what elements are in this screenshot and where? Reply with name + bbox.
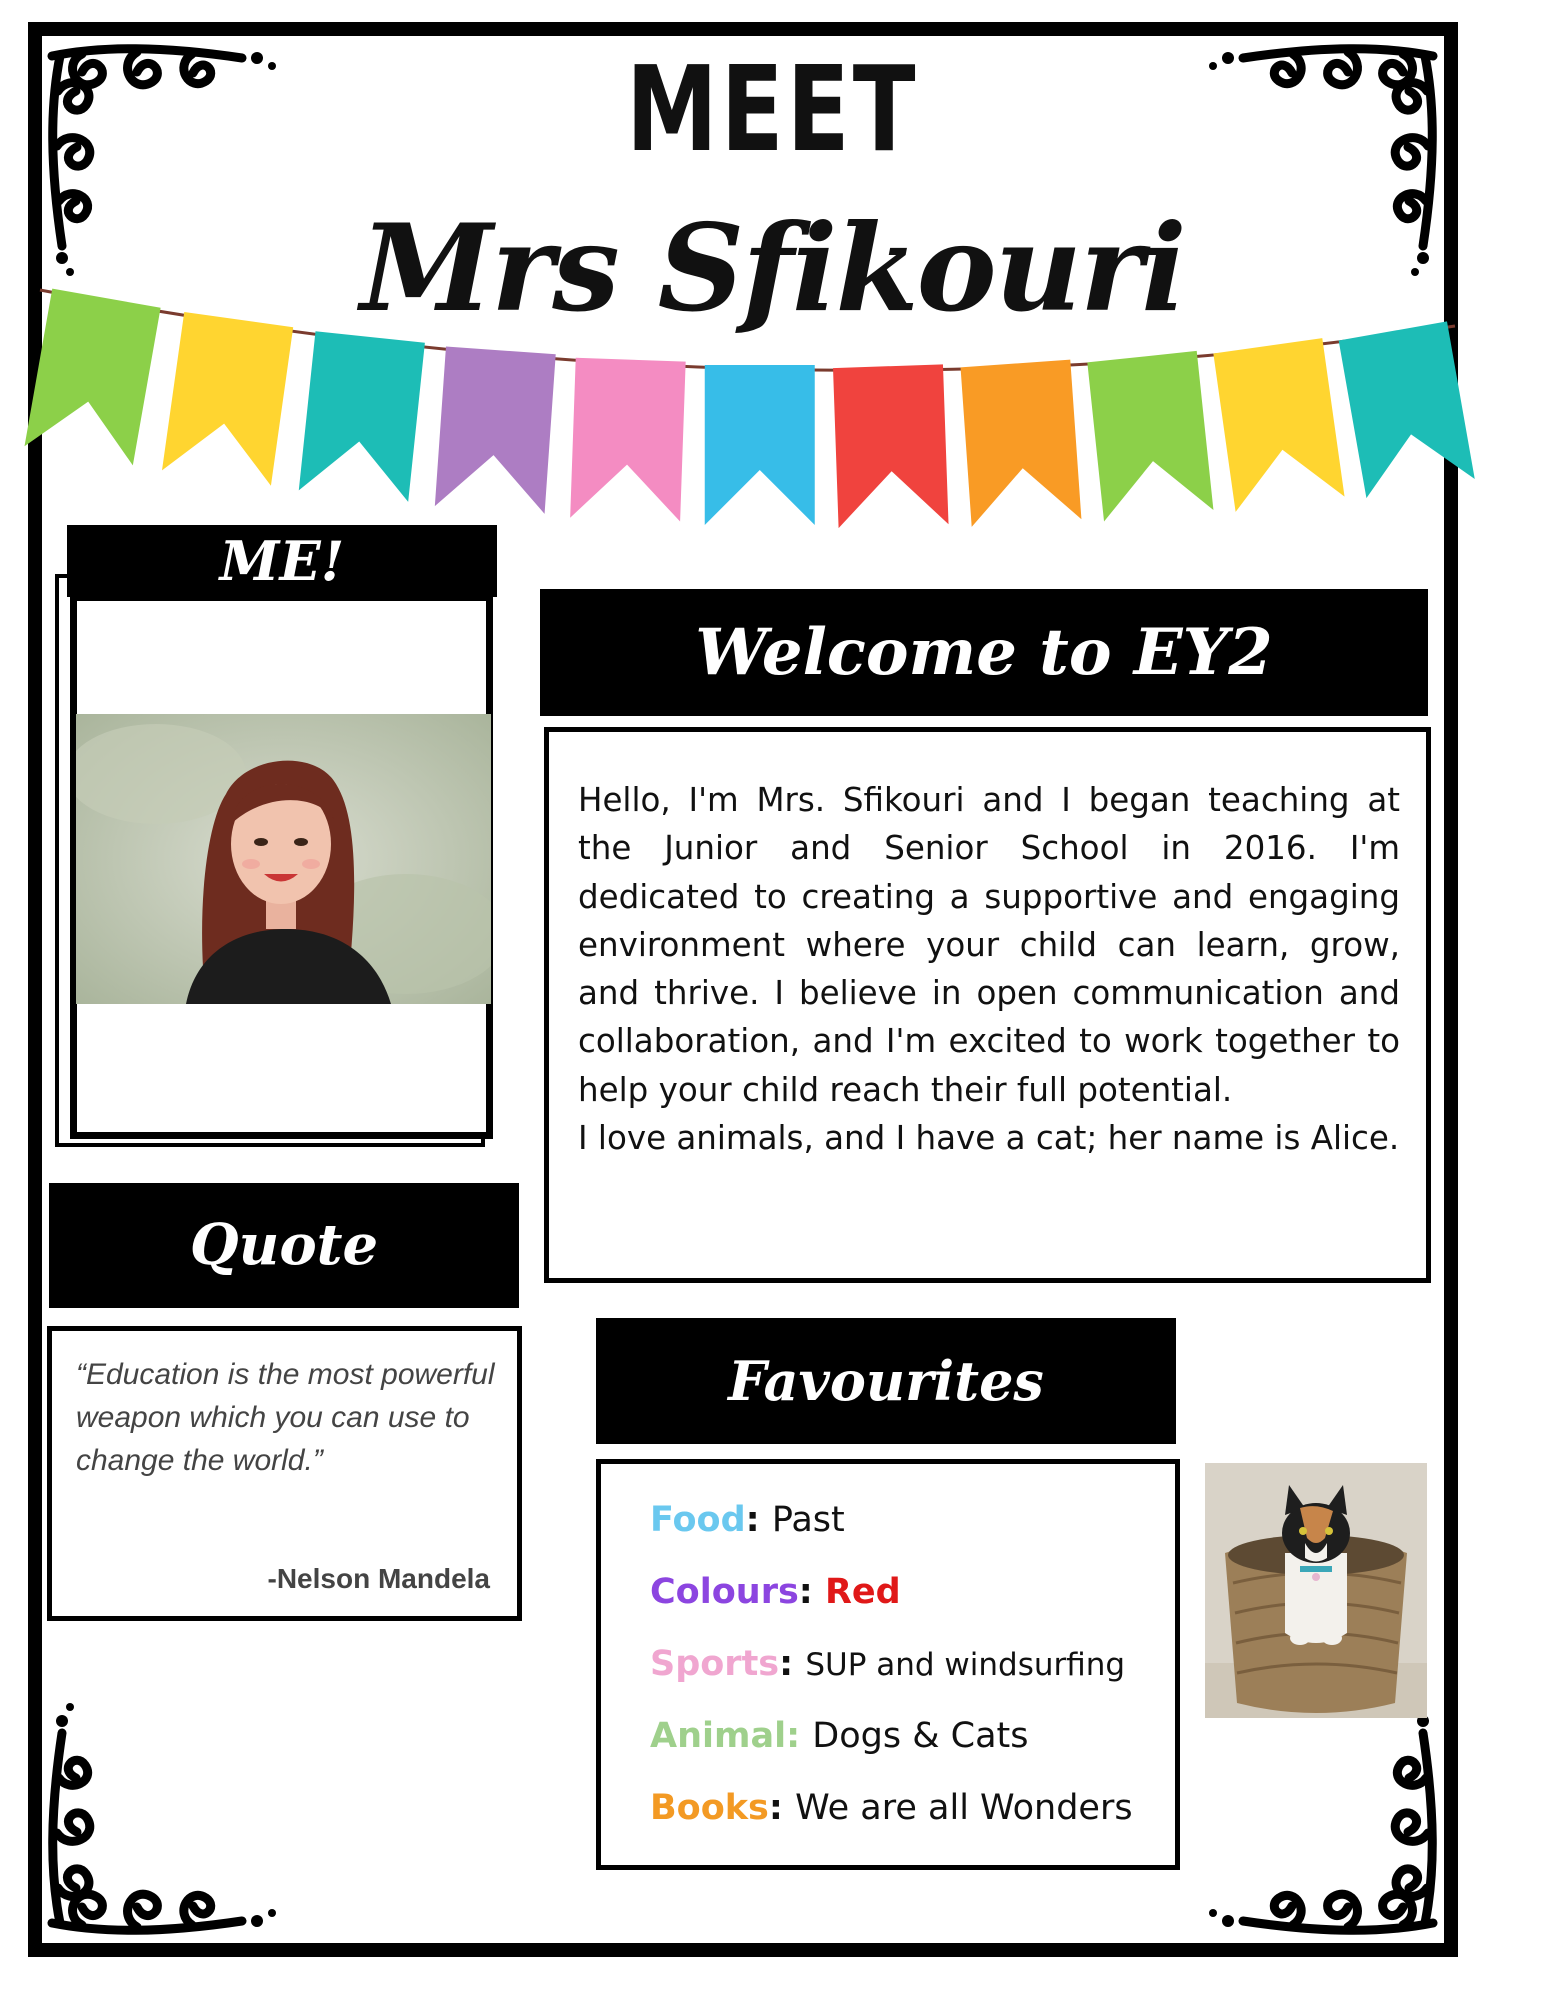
welcome-paragraph: I love animals, and I have a cat; her name is Alice. bbox=[578, 1119, 1400, 1158]
bunting-flag bbox=[1339, 321, 1475, 498]
favourite-value: SUP and windsurfing bbox=[805, 1647, 1126, 1683]
bunting-flag bbox=[833, 364, 949, 528]
bunting-flag bbox=[961, 360, 1082, 527]
quote-text: “Education is the most powerful weapon which you can use to change the world.” bbox=[76, 1358, 495, 1477]
favourite-key: Food bbox=[650, 1500, 746, 1540]
bunting-flag bbox=[1087, 351, 1213, 522]
favourite-item-colours: Colours: Red bbox=[650, 1572, 901, 1612]
welcome-title: Welcome to EY2 bbox=[540, 589, 1428, 716]
corner-swirl-ornament-bottom-right bbox=[1203, 1703, 1443, 1943]
favourites-title: Favourites bbox=[596, 1318, 1176, 1444]
bunting-flag bbox=[1213, 338, 1344, 512]
teacher-avatar-photo bbox=[76, 714, 491, 1004]
favourite-key: Colours bbox=[650, 1572, 799, 1612]
me-card-label: ME! bbox=[67, 525, 497, 597]
quote-title: Quote bbox=[49, 1183, 519, 1308]
bunting-flag bbox=[162, 312, 293, 486]
favourite-key: Books bbox=[650, 1788, 769, 1828]
teacher-name-heading: Mrs Sfikouri bbox=[360, 198, 1185, 339]
favourite-item-animal bbox=[650, 1710, 1175, 1782]
favourite-key: Sports bbox=[650, 1644, 780, 1684]
favourite-value: Dogs & Cats bbox=[812, 1716, 1029, 1756]
favourite-value: Red bbox=[824, 1572, 901, 1612]
bunting-flag bbox=[299, 331, 425, 502]
cat-in-basket-photo bbox=[1205, 1463, 1427, 1718]
welcome-paragraph: Hello, I'm Mrs. Sfikouri and I began teaching at the Junior and Senior School in 2016. I'm dedicated to creating a supportive and engaging environment where your child can learn, grow, and thrive. I believe in open communication and collaboration, and I'm excited to work together to help your child reach their full potential. bbox=[578, 781, 1400, 1109]
favourite-item-food: Food: Past bbox=[650, 1500, 845, 1540]
favourite-value: We are all Wonders bbox=[795, 1788, 1133, 1828]
corner-swirl-ornament-bottom-left bbox=[42, 1703, 282, 1943]
favourite-item-sports: Sports: SUP and windsurfing bbox=[650, 1644, 1126, 1684]
bunting-flag bbox=[435, 347, 556, 514]
meet-heading: MEET bbox=[626, 40, 919, 178]
bunting-flag bbox=[570, 358, 686, 522]
favourites-list bbox=[596, 1459, 1180, 1870]
favourite-value: Past bbox=[771, 1500, 845, 1540]
quote-author: -Nelson Mandela bbox=[267, 1563, 490, 1594]
welcome-text-box bbox=[544, 727, 1431, 1283]
quote-box bbox=[47, 1326, 522, 1621]
bunting-flag bbox=[24, 289, 160, 466]
bunting-flag bbox=[705, 365, 815, 525]
favourite-item-books: Books: We are all Wonders bbox=[650, 1788, 1133, 1828]
favourite-key: Animal: bbox=[650, 1716, 801, 1756]
